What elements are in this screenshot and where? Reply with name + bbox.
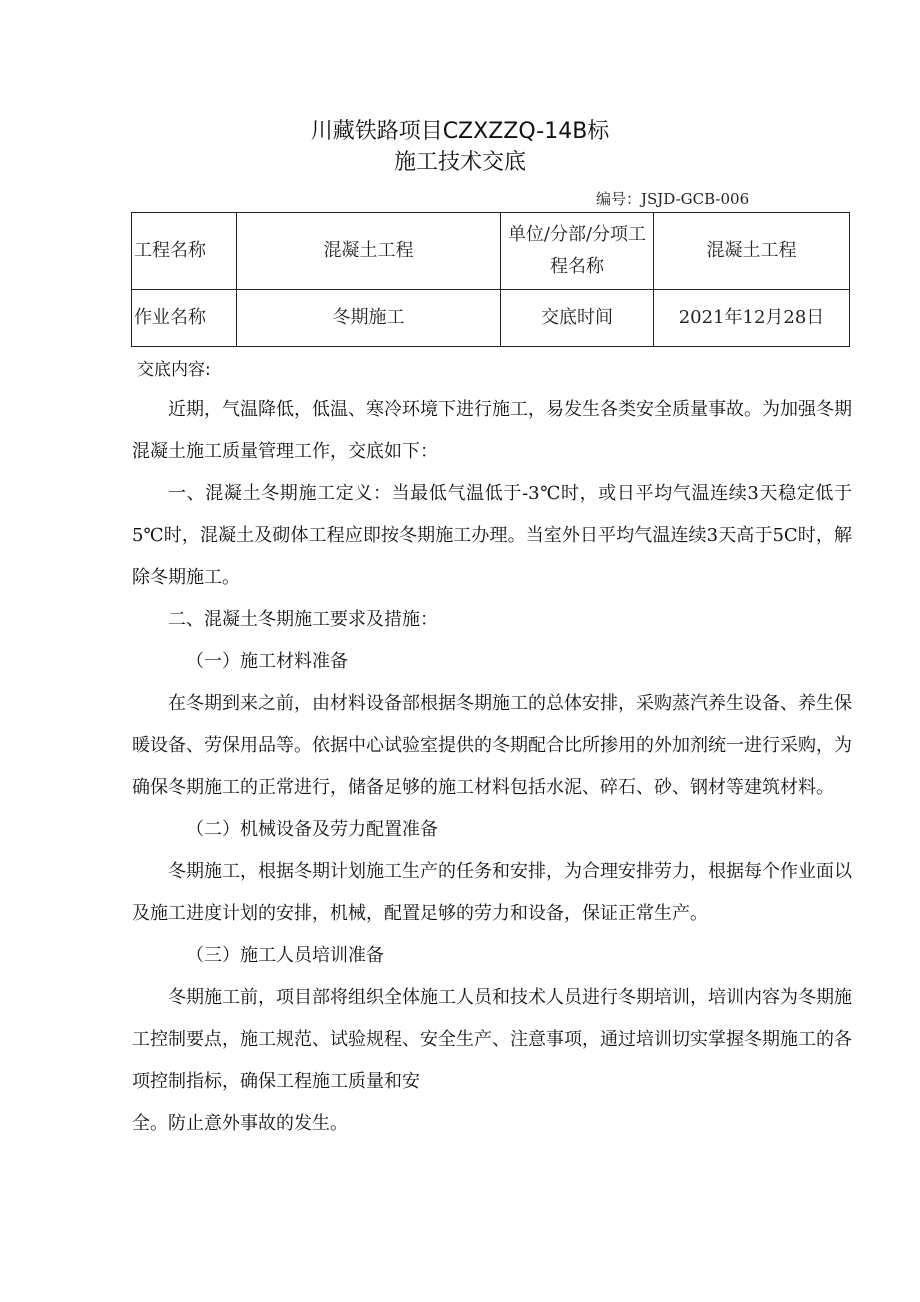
paragraph-machinery: 冬期施工，根据冬期计划施工生产的任务和安排，为合理安排劳力，根据每个作业面以及施工进度计划的安排，机械，配置足够的劳力和设备，保证正常生产。 <box>132 861 852 924</box>
content-label: 交底内容: <box>137 360 211 380</box>
project-name-label: 工程名称 <box>132 213 237 290</box>
info-table <box>131 212 850 347</box>
table-row <box>132 290 850 347</box>
work-name-value: 冬期施工 <box>237 290 501 347</box>
heading-machinery: （二）机械设备及劳力配置准备 <box>186 819 438 840</box>
project-name-value: 混凝土工程 <box>237 213 501 290</box>
paragraph-training-end: 全。防止意外事故的发生。 <box>132 1113 348 1134</box>
work-name-label: 作业名称 <box>132 290 237 347</box>
paragraph-requirements: 二、混凝土冬期施工要求及措施： <box>168 609 438 630</box>
unit-label: 单位/分部/分项工程名称 <box>501 213 654 290</box>
paragraph-materials: 在冬期到来之前，由材料设备部根据冬期施工的总体安排，采购蒸汽养生设备、养生保暖设备、劳保用品等。依据中心试验室提供的冬期配合比所掺用的外加剂统一进行采购，为确保冬期施工的正常进行，储备足够的施工材料包括水泥、碎石、砂、钢材等建筑材料。 <box>132 693 852 798</box>
document-title: 川藏铁路项目CZXZZQ-14B标 <box>310 119 610 144</box>
time-label: 交底时间 <box>501 290 654 347</box>
content-body <box>132 389 852 1145</box>
time-value: 2021年12月28日 <box>654 290 850 347</box>
table-row <box>132 213 850 290</box>
unit-value: 混凝土工程 <box>654 213 850 290</box>
heading-materials: （一）施工材料准备 <box>186 651 348 672</box>
paragraph-training: 冬期施工前，项目部将组织全体施工人员和技术人员进行冬期培训，培训内容为冬期施工控制要点，施工规范、试验规程、安全生产、注意事项，通过培训切实掌握冬期施工的各项控制指标，确保工程施工质量和安 <box>132 987 852 1092</box>
document-number: 编号：JSJD-GCB-006 <box>596 190 750 208</box>
document-subtitle: 施工技术交底 <box>393 150 526 175</box>
paragraph-definition: 一、混凝土冬期施工定义：当最低气温低于-3℃时，或日平均气温连续3天稳定低于5℃时，混凝土及砌体工程应即按冬期施工办理。当室外日平均气温连续3天高于5C时，解除冬期施工。 <box>132 483 852 588</box>
paragraph-intro: 近期，气温降低，低温、寒冷环境下进行施工，易发生各类安全质量事故。为加强冬期混凝土施工质量管理工作，交底如下： <box>132 399 852 462</box>
heading-training: （三）施工人员培训准备 <box>186 945 384 966</box>
